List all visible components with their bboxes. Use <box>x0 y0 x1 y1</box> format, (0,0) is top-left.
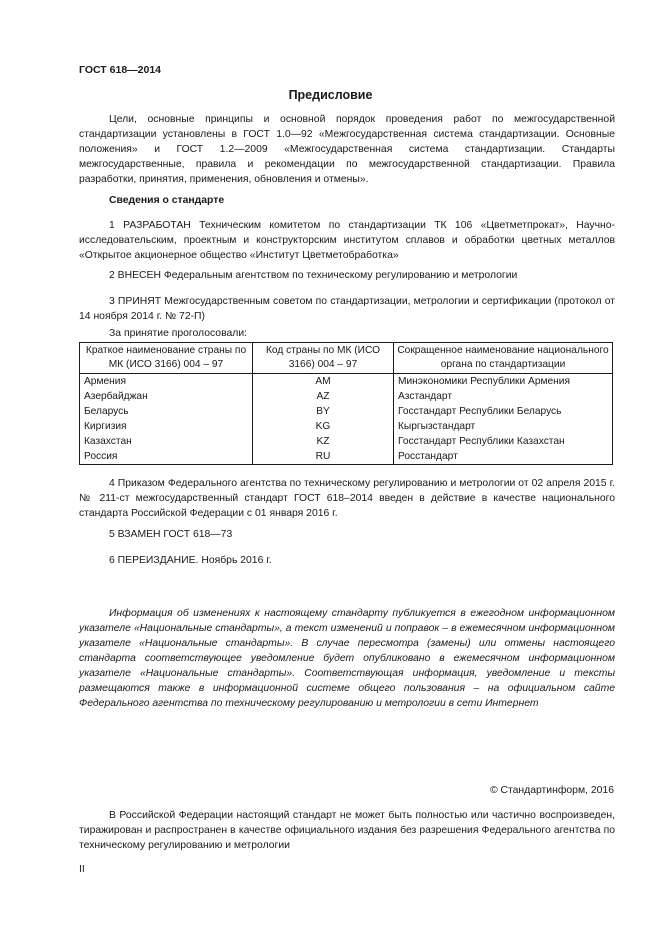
table-row <box>80 419 613 434</box>
table-header-country: Краткое наименование страны по МК (ИСО 3166) 004 – 97 <box>80 343 253 374</box>
intro-paragraph <box>79 112 615 187</box>
country-cell: Азербайджан <box>80 389 253 404</box>
code-cell: AM <box>253 374 394 390</box>
item-6: 6 ПЕРЕИЗДАНИЕ. Ноябрь 2016 г. <box>109 555 272 566</box>
table-header-row <box>80 343 613 374</box>
table-header-code: Код страны по МК (ИСО 3166) 004 – 97 <box>253 343 394 374</box>
body-cell: Госстандарт Республики Казахстан <box>394 434 613 449</box>
votes-table <box>79 342 613 465</box>
table-header-body: Сокращенное наименование национального органа по стандартизации <box>394 343 613 374</box>
item-1 <box>79 218 615 263</box>
item-4 <box>79 476 615 521</box>
country-cell: Беларусь <box>80 404 253 419</box>
body-cell: Кыргызстандарт <box>394 419 613 434</box>
page-number: II <box>79 864 85 875</box>
body-cell: Азстандарт <box>394 389 613 404</box>
code-cell: KG <box>253 419 394 434</box>
code-cell: AZ <box>253 389 394 404</box>
table-row <box>80 389 613 404</box>
item-2-text: 2 ВНЕСЕН Федеральным агентством по техническому регулированию и метрологии <box>109 270 518 281</box>
section-heading: Сведения о стандарте <box>109 195 225 206</box>
country-cell: Россия <box>80 449 253 465</box>
item-1-text: 1 РАЗРАБОТАН Техническим комитетом по стандартизации ТК 106 «Цветметпрокат», Научно-исследовательским, проектным и конструкторским институтом сплавов и обработки цветных металлов «Открытое акционерное общество «Институт Цветметобработка» <box>79 220 615 261</box>
copyright: © Стандартинформ, 2016 <box>489 785 614 796</box>
country-cell: Казахстан <box>80 434 253 449</box>
info-note <box>79 606 615 711</box>
item-2 <box>79 268 615 283</box>
notice-text: В Российской Федерации настоящий стандарт не может быть полностью или частично воспроизведен, тиражирован и распространен в качестве официального издания без разрешения Федерального агентства по техническому регулированию и метрологии <box>79 810 615 851</box>
item-3-text: 3 ПРИНЯТ Межгосударственным советом по стандартизации, метрологии и сертификации (протокол от 14 ноября 2014 г. № 72-П) <box>79 296 615 322</box>
code-cell: KZ <box>253 434 394 449</box>
intro-text: Цели, основные принципы и основной порядок проведения работ по межгосударственной стандартизации установлены в ГОСТ 1.0—92 «Межгосударственная система стандартизации. Основные положения» и ГОСТ 1.2—2009 «Межгосударственная система стандартизации. Стандарты межгосударственные, правила и рекомендации по межгосударственной стандартизации. Правила разработки, принятия, применения, обновления и отмены». <box>79 114 615 185</box>
document-code: ГОСТ 618—2014 <box>79 64 162 76</box>
body-cell: Росстандарт <box>394 449 613 465</box>
vote-caption: За принятие проголосовали: <box>109 328 248 339</box>
table-row <box>80 449 613 465</box>
page-title: Предисловие <box>288 88 373 102</box>
country-cell: Армения <box>80 374 253 390</box>
item-3 <box>79 294 615 324</box>
table-row <box>80 434 613 449</box>
code-cell: BY <box>253 404 394 419</box>
table-row <box>80 404 613 419</box>
item-5: 5 ВЗАМЕН ГОСТ 618—73 <box>109 529 233 540</box>
body-cell: Минэкономики Республики Армения <box>394 374 613 390</box>
info-note-text: Информация об изменениях к настоящему стандарту публикуется в ежегодном информационном указателе «Национальные стандарты», а текст изменений и поправок – в ежемесячном информационном указателе «Национальные стандарты». В случае пересмотра (замены) или отмены настоящего стандарта соответствующее уведомление будет опубликовано в ежемесячном информационном указателе «Национальные стандарты». Соответствующая информация, уведомление и тексты размещаются также в информационной системе общего пользования – на официальном сайте Федерального агентства по техническому регулированию и метрологии в сети Интернет <box>79 608 615 709</box>
notice <box>79 808 615 853</box>
item-4-text: 4 Приказом Федерального агентства по техническому регулированию и метрологии от 02 апреля 2015 г. № 211-ст межгосударственный стандарт ГОСТ 618–2014 введен в действие в качестве национального стандарта Российской Федерации с 01 января 2016 г. <box>79 478 615 519</box>
country-cell: Киргизия <box>80 419 253 434</box>
table-row <box>80 374 613 390</box>
code-cell: RU <box>253 449 394 465</box>
body-cell: Госстандарт Республики Беларусь <box>394 404 613 419</box>
